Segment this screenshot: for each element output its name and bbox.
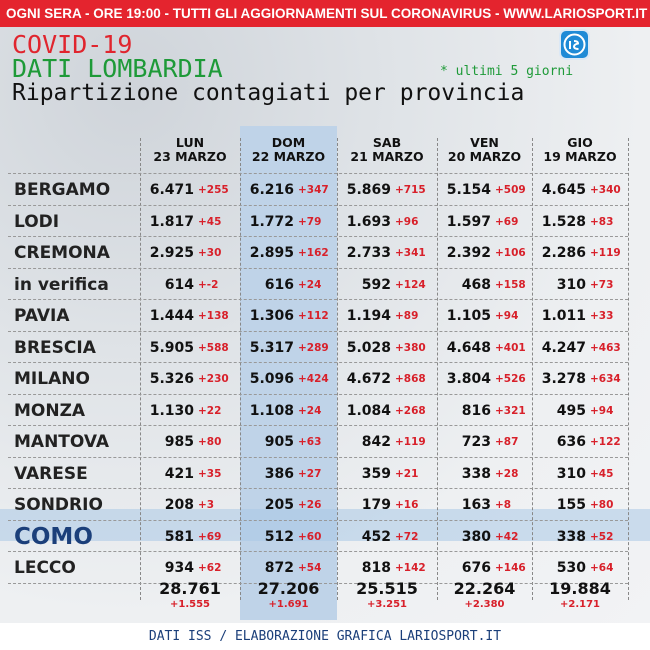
cell-value: 3.278: [541, 371, 586, 387]
cell-value: 985: [164, 434, 194, 450]
logo-glyph-icon: [563, 33, 586, 56]
cell-value: 1.108: [249, 403, 294, 419]
cell-delta: +94: [590, 405, 614, 417]
row-separator: [8, 236, 628, 237]
cell-value: 1.194: [346, 308, 391, 324]
cell-value: 5.317: [249, 340, 294, 356]
province-label: CREMONA: [14, 243, 110, 263]
column-header: [435, 136, 535, 164]
cell-delta: +341: [395, 247, 426, 259]
cell-value: 5.096: [249, 371, 294, 387]
cell-value: 1.011: [541, 308, 586, 324]
cell-value: 934: [164, 560, 194, 576]
cell-value: 4.648: [446, 340, 491, 356]
cell-value: 338: [556, 529, 586, 545]
cell-delta: +634: [590, 373, 621, 385]
cell-value: 636: [556, 434, 586, 450]
province-label: SONDRIO: [14, 495, 103, 515]
cell-value: 6.471: [149, 182, 194, 198]
cell-value: 5.154: [446, 182, 491, 198]
cell-value: 581: [164, 529, 194, 545]
column-day: LUN: [175, 135, 205, 150]
cell-delta: +162: [298, 247, 329, 259]
cell-delta: +94: [495, 310, 519, 322]
column-header: [140, 136, 240, 164]
total-delta: +1.555: [169, 599, 210, 610]
row-separator: [8, 425, 628, 426]
cell-value: 205: [264, 497, 294, 513]
cell-value: 4.645: [541, 182, 586, 198]
province-label: VARESE: [14, 464, 88, 484]
cell-value: 338: [461, 466, 491, 482]
cell-value: 1.084: [346, 403, 391, 419]
cell-value: 208: [164, 497, 194, 513]
cell-delta: +509: [495, 184, 526, 196]
cell-delta: +268: [395, 405, 426, 417]
cell-value: 616: [264, 277, 294, 293]
cell-value: 723: [461, 434, 491, 450]
cell-value: 4.672: [346, 371, 391, 387]
total-value: 19.884: [549, 579, 611, 598]
title-covid: COVID-19: [12, 30, 133, 59]
cell-delta: +83: [590, 216, 614, 228]
province-label: MANTOVA: [14, 432, 110, 452]
cell-delta: +868: [395, 373, 426, 385]
cell-value: 816: [461, 403, 491, 419]
cell-value: 310: [556, 277, 586, 293]
cell-delta: +42: [495, 531, 519, 543]
cell-delta: +64: [590, 562, 614, 574]
province-label: BRESCIA: [14, 338, 96, 358]
cell-delta: +230: [198, 373, 229, 385]
row-separator: [8, 520, 628, 521]
total-delta: +2.380: [464, 599, 505, 610]
cell-delta: +119: [395, 436, 426, 448]
cell-delta: +21: [395, 468, 419, 480]
cell-value: 2.286: [541, 245, 586, 261]
cell-delta: +380: [395, 342, 426, 354]
cell-value: 842: [361, 434, 391, 450]
row-separator: [8, 331, 628, 332]
cell-delta: +138: [198, 310, 229, 322]
column-day: DOM: [271, 135, 306, 150]
cell-value: 1.597: [446, 214, 491, 230]
total-value: 22.264: [453, 579, 516, 598]
cell-value: 530: [556, 560, 586, 576]
province-label: MILANO: [14, 369, 90, 389]
column-separator: [532, 138, 533, 600]
cell-value: 310: [556, 466, 586, 482]
cell-value: 5.905: [149, 340, 194, 356]
cell-delta: +526: [495, 373, 526, 385]
cell-delta: +463: [590, 342, 621, 354]
cell-value: 2.733: [346, 245, 391, 261]
cell-delta: +8: [495, 499, 512, 511]
cell-value: 179: [361, 497, 391, 513]
cell-value: 452: [361, 529, 391, 545]
column-separator: [140, 138, 141, 600]
cell-delta: +106: [495, 247, 526, 259]
column-date: 21 MARZO: [350, 149, 424, 164]
total-delta: +1.691: [268, 599, 309, 610]
cell-delta: +73: [590, 279, 614, 291]
banner-text: OGNI SERA - ORE 19:00 - TUTTI GLI AGGIORNAMENTI SUL CORONAVIRUS - WWW.LARIOSPORT.IT: [6, 6, 648, 21]
cell-value: 1.105: [446, 308, 491, 324]
cell-value: 386: [264, 466, 294, 482]
column-header: [530, 136, 630, 164]
row-separator: [8, 457, 628, 458]
cell-value: 676: [461, 560, 491, 576]
cell-delta: +-2: [198, 279, 219, 291]
cell-value: 1.130: [149, 403, 194, 419]
page-subtitle: Ripartizione contagiati per provincia: [12, 80, 525, 106]
column-separator: [437, 138, 438, 600]
column-day: GIO: [567, 135, 593, 150]
top-banner: [0, 0, 650, 27]
cell-delta: +146: [495, 562, 526, 574]
cell-value: 421: [164, 466, 194, 482]
cell-delta: +124: [395, 279, 426, 291]
cell-delta: +119: [590, 247, 621, 259]
row-separator: [8, 299, 628, 300]
cell-value: 468: [461, 277, 491, 293]
cell-value: 5.028: [346, 340, 391, 356]
cell-value: 155: [556, 497, 586, 513]
column-header: [239, 136, 339, 164]
row-separator: [8, 205, 628, 206]
cell-delta: +87: [495, 436, 519, 448]
province-label: PAVIA: [14, 306, 70, 326]
cell-delta: +26: [298, 499, 322, 511]
cell-delta: +69: [495, 216, 519, 228]
cell-value: 1.693: [346, 214, 391, 230]
cell-delta: +158: [495, 279, 526, 291]
cell-delta: +89: [395, 310, 419, 322]
cell-delta: +16: [395, 499, 419, 511]
cell-delta: +424: [298, 373, 329, 385]
cell-value: 2.895: [249, 245, 294, 261]
cell-delta: +347: [298, 184, 329, 196]
cell-value: 3.804: [446, 371, 491, 387]
cell-delta: +72: [395, 531, 419, 543]
column-separator: [240, 138, 241, 600]
cell-value: 905: [264, 434, 294, 450]
cell-value: 163: [461, 497, 491, 513]
cell-delta: +96: [395, 216, 419, 228]
cell-value: 6.216: [249, 182, 294, 198]
cell-delta: +112: [298, 310, 329, 322]
cell-delta: +340: [590, 184, 621, 196]
province-label: LECCO: [14, 558, 76, 578]
cell-value: 512: [264, 529, 294, 545]
cell-value: 1.444: [149, 308, 194, 324]
province-label: in verifica: [14, 275, 109, 295]
cell-delta: +28: [495, 468, 519, 480]
row-separator: [8, 394, 628, 395]
lariosport-logo-icon: [559, 29, 590, 60]
cell-delta: +122: [590, 436, 621, 448]
column-date: 23 MARZO: [153, 149, 227, 164]
cell-delta: +22: [198, 405, 222, 417]
cell-delta: +588: [198, 342, 229, 354]
row-separator: [8, 488, 628, 489]
column-date: 20 MARZO: [447, 149, 522, 164]
cell-delta: +321: [495, 405, 526, 417]
cell-delta: +62: [198, 562, 222, 574]
total-value: 27.206: [257, 579, 320, 598]
cell-delta: +401: [495, 342, 526, 354]
cell-value: 614: [164, 277, 194, 293]
cell-delta: +45: [590, 468, 614, 480]
total-delta: +3.251: [366, 599, 407, 610]
cell-delta: +715: [395, 184, 426, 196]
cell-delta: +63: [298, 436, 322, 448]
footer-text: DATI ISS / ELABORAZIONE GRAFICA LARIOSPORT.IT: [148, 629, 502, 644]
row-separator: [8, 362, 628, 363]
column-separator: [337, 138, 338, 600]
cell-delta: +80: [198, 436, 222, 448]
cell-delta: +255: [198, 184, 229, 196]
cell-delta: +45: [198, 216, 222, 228]
cell-value: 1.772: [249, 214, 294, 230]
province-label: MONZA: [14, 401, 86, 421]
province-label: LODI: [14, 212, 60, 232]
total-value: 25.515: [356, 579, 418, 598]
total-value: 28.761: [159, 579, 221, 598]
cell-delta: +35: [198, 468, 222, 480]
cell-value: 5.326: [149, 371, 194, 387]
cell-delta: +33: [590, 310, 614, 322]
cell-value: 4.247: [541, 340, 586, 356]
cell-delta: +54: [298, 562, 322, 574]
cell-value: 2.392: [446, 245, 491, 261]
cell-delta: +27: [298, 468, 322, 480]
province-label: BERGAMO: [14, 180, 111, 200]
cell-value: 495: [556, 403, 586, 419]
cell-value: 1.528: [541, 214, 586, 230]
total-delta: +2.171: [559, 599, 600, 610]
column-header: [337, 136, 437, 164]
cell-delta: +142: [395, 562, 426, 574]
cell-value: 872: [264, 560, 294, 576]
cell-value: 1.817: [149, 214, 194, 230]
cell-delta: +3: [198, 499, 215, 511]
row-separator: [8, 268, 628, 269]
column-separator: [628, 138, 629, 600]
title-region: DATI LOMBARDIA: [12, 54, 223, 83]
cell-delta: +24: [298, 279, 322, 291]
cell-value: 1.306: [249, 308, 294, 324]
cell-value: 359: [361, 466, 391, 482]
province-label: COMO: [14, 524, 93, 550]
column-day: SAB: [372, 135, 402, 150]
column-date: 22 MARZO: [251, 149, 326, 164]
cell-value: 5.869: [346, 182, 391, 198]
row-separator: [8, 173, 628, 174]
cell-delta: +79: [298, 216, 322, 228]
cell-delta: +60: [298, 531, 322, 543]
column-day: VEN: [470, 135, 499, 150]
cell-delta: +52: [590, 531, 614, 543]
cell-value: 592: [361, 277, 391, 293]
cell-value: 2.925: [149, 245, 194, 261]
column-date: 19 MARZO: [543, 149, 617, 164]
period-note: * ultimi 5 giorni: [440, 64, 574, 79]
cell-delta: +24: [298, 405, 322, 417]
footer: [0, 623, 650, 650]
cell-delta: +30: [198, 247, 222, 259]
cell-value: 380: [461, 529, 491, 545]
row-separator: [8, 551, 628, 552]
cell-delta: +289: [298, 342, 329, 354]
cell-delta: +80: [590, 499, 614, 511]
cell-value: 818: [361, 560, 391, 576]
cell-delta: +69: [198, 531, 222, 543]
